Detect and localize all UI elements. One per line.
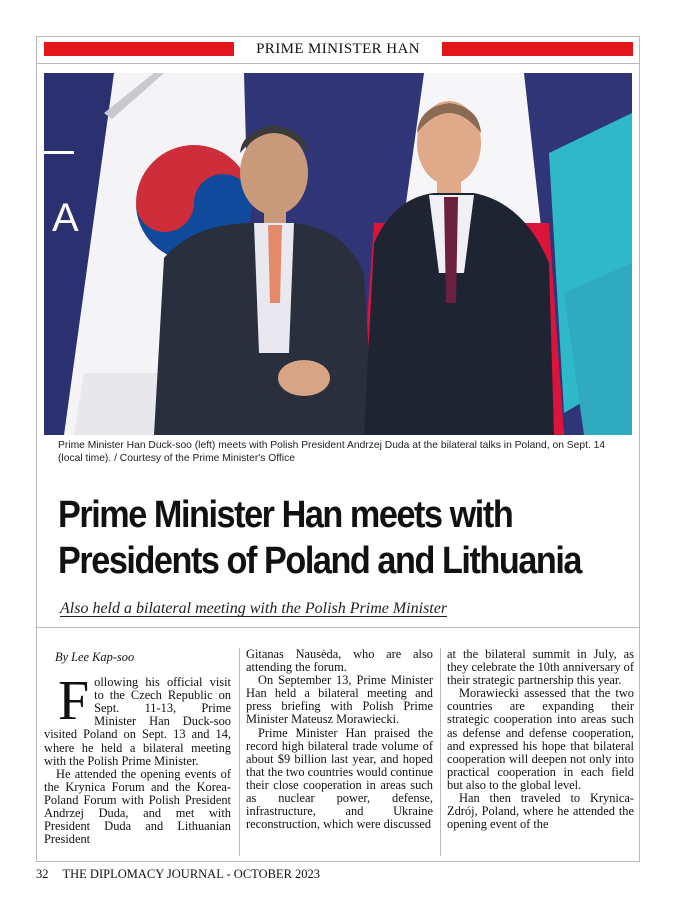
column-divider	[440, 648, 441, 856]
paragraph: Gitanas Nausėda, who are also attending the forum.	[246, 648, 433, 675]
paragraph: Prime Minister Han praised the record high bilateral trade volume of about $9 billion last year, and hoped that the two countries would continue their close cooperation in areas such as nuclear power, defense, infrastructure, and Ukraine reconstruction, which were discussed	[246, 725, 433, 832]
article-column-3	[447, 648, 634, 856]
paragraph: Morawiecki assessed that the two countries are expanding their strategic cooperation into areas such as defense and defense cooperation, and expressed his hope that bilateral cooperation will deepen not only into practical cooperation in each field but also to the global level.	[447, 686, 634, 792]
page-footer	[36, 867, 320, 881]
drop-cap: F	[58, 670, 90, 733]
article-column-1	[44, 648, 231, 856]
photo-caption: Prime Minister Han Duck-soo (left) meets with Polish President Andrzej Duda at the bilateral talks in Poland, on Sept. 14 (local time). / Courtesy of the Prime Minister's Office	[58, 440, 606, 464]
paragraph: He attended the opening events of the Krynica Forum and the Korea-Poland Forum with Polish President Andrzej Duda, and met with President Duda and Lithuanian President	[44, 766, 231, 847]
section-banner	[44, 40, 633, 58]
backdrop-letter: A	[52, 196, 79, 240]
paragraph: at the bilateral summit in July, as they celebrate the 10th anniversary of their strategic partnership this year.	[447, 648, 634, 688]
article-photo	[44, 73, 632, 435]
section-title: PRIME MINISTER HAN	[256, 41, 420, 57]
paragraph: Han then traveled to Krynica-Zdrój, Poland, where he attended the opening event of the	[447, 791, 634, 832]
column-divider	[239, 648, 240, 856]
byline: By Lee Kap-soo	[55, 650, 135, 664]
headline-line-2: Presidents of Poland and Lithuania	[58, 540, 582, 582]
headline	[58, 492, 580, 584]
page-number: 32	[36, 867, 49, 881]
subheadline: Also held a bilateral meeting with the Polish Prime Minister	[60, 600, 448, 617]
banner-divider	[36, 63, 640, 64]
headline-line-1: Prime Minister Han meets with	[58, 494, 513, 536]
banner-bar-left	[44, 42, 234, 56]
banner-bar-right	[442, 42, 633, 56]
article-column-2	[246, 648, 433, 856]
publication-name: THE DIPLOMACY JOURNAL - OCTOBER 2023	[62, 867, 321, 881]
subhead-divider	[36, 627, 640, 628]
paragraph: ollowing his official visit to the Czech Republic on Sept. 11-13, Prime Minister Han Duck-soo visited Poland on Sept. 13 and 14, where he held a bilateral meeting with the Polish Prime Minister.	[44, 675, 231, 768]
paragraph: On September 13, Prime Minister Han held a bilateral meeting and press briefing with Polish Prime Minister Mateusz Morawiecki.	[246, 673, 433, 727]
